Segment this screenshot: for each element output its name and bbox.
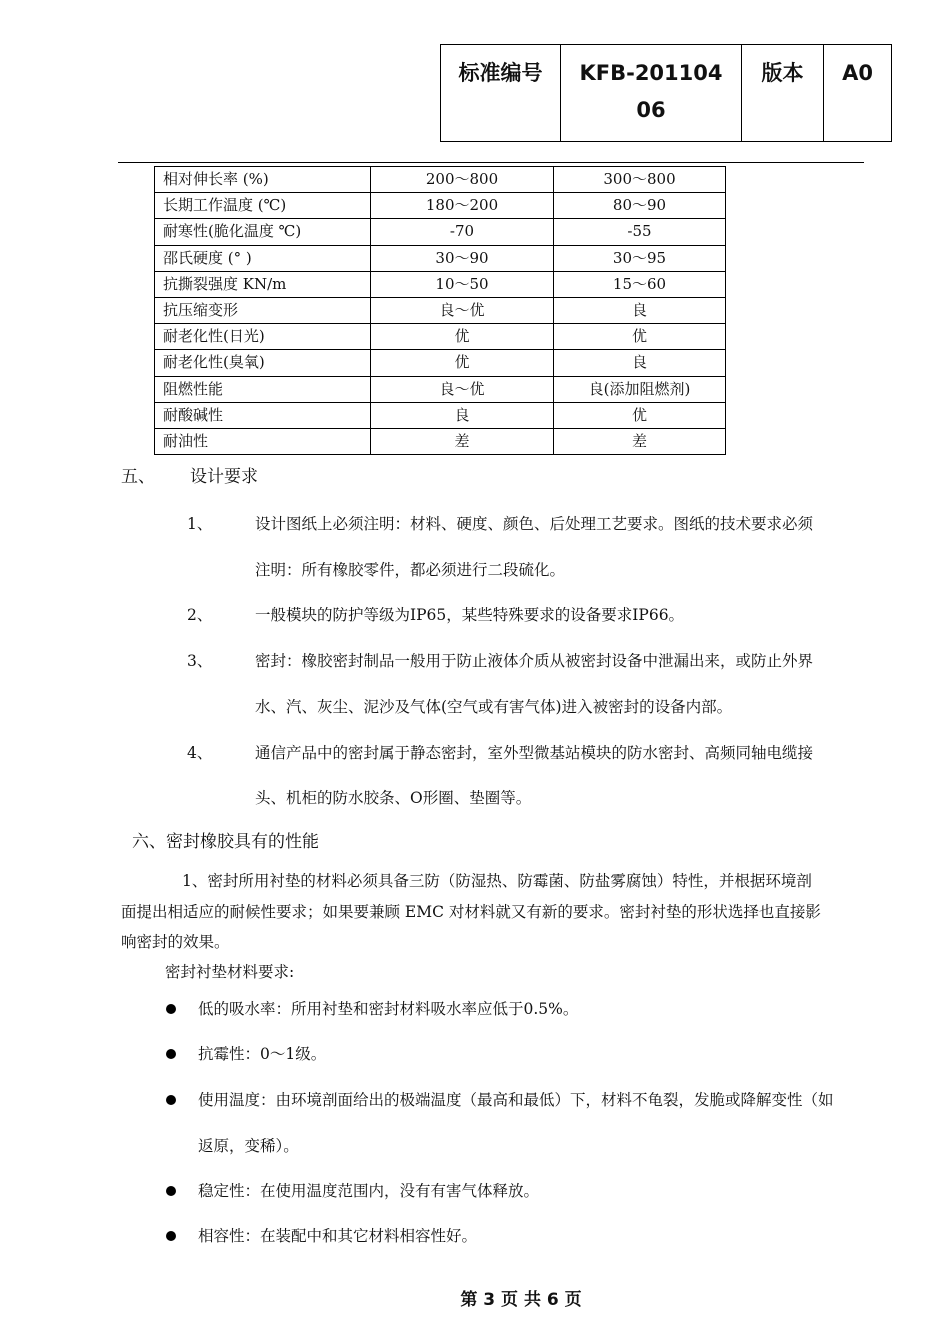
s5-item3-line1: 密封：橡胶密封制品一般用于防止液体介质从被密封设备中泄漏出来，或防止外界 [255, 652, 814, 670]
value-a-cell: 良～优 [371, 297, 554, 323]
property-name-cell: 相对伸长率 (%) [155, 167, 371, 193]
property-name-cell: 耐油性 [155, 428, 371, 454]
s6-para-line1: 1、密封所用衬垫的材料必须具备三防（防湿热、防霉菌、防盐雾腐蚀）特性，并根据环境剖 [182, 872, 812, 890]
s5-item1-line1: 设计图纸上必须注明：材料、硬度、颜色、后处理工艺要求。图纸的技术要求必须 [255, 515, 814, 533]
standard-number-label: 标准编号 [441, 45, 561, 141]
property-name-cell: 抗撕裂强度 KN/m [155, 271, 371, 297]
standard-number-value [561, 45, 742, 141]
section5-number: 五、 [121, 467, 155, 487]
s5-item3-num: 3、 [187, 652, 213, 670]
table-row [155, 167, 726, 193]
header-divider [118, 162, 864, 163]
value-a-cell: 200～800 [371, 167, 554, 193]
s5-item4-line2: 头、机柜的防水胶条、O形圈、垫圈等。 [255, 789, 532, 807]
s6-para-line2: 面提出相适应的耐候性要求；如果要兼顾 EMC 对材料就又有新的要求。密封衬垫的形状选择也直接影 [121, 903, 821, 921]
value-a-cell: 差 [371, 428, 554, 454]
property-name-cell: 耐酸碱性 [155, 402, 371, 428]
property-name-cell: 邵氏硬度 (° ) [155, 245, 371, 271]
table-row [155, 350, 726, 376]
s5-item2-line1: 一般模块的防护等级为IP65，某些特殊要求的设备要求IP66。 [255, 606, 685, 624]
value-a-cell: -70 [371, 219, 554, 245]
req1-line1: 低的吸水率：所用衬垫和密封材料吸水率应低于0.5%。 [198, 1000, 579, 1018]
table-row [155, 297, 726, 323]
bullet-icon [166, 1231, 176, 1241]
table-row [155, 193, 726, 219]
version-value: A0 [842, 61, 873, 85]
req3-line1: 使用温度：由环境剖面给出的极端温度（最高和最低）下，材料不龟裂，发脆或降解变性（如 [198, 1091, 834, 1109]
s5-item4-line1: 通信产品中的密封属于静态密封，室外型微基站模块的防水密封、高频同轴电缆接 [255, 744, 814, 762]
section6-title: 六、密封橡胶具有的性能 [132, 832, 319, 852]
table-row [155, 271, 726, 297]
table-row [155, 402, 726, 428]
s6-para-line3: 响密封的效果。 [121, 933, 230, 951]
bullet-icon [166, 1095, 176, 1105]
value-b-cell: -55 [554, 219, 726, 245]
value-b-cell: 300～800 [554, 167, 726, 193]
value-b-cell: 优 [554, 324, 726, 350]
property-name-cell: 阻燃性能 [155, 376, 371, 402]
value-b-cell: 良 [554, 350, 726, 376]
table-row [155, 376, 726, 402]
s5-item3-line2: 水、汽、灰尘、泥沙及气体(空气或有害气体)进入被密封的设备内部。 [255, 698, 733, 716]
property-name-cell: 耐老化性(臭氧) [155, 350, 371, 376]
value-a-cell: 30～90 [371, 245, 554, 271]
version-label: 版本 [742, 45, 824, 141]
req3-line2: 返原，变稀）。 [198, 1137, 299, 1155]
s5-item4-num: 4、 [187, 744, 213, 762]
standard-number-value-line2: 06 [636, 98, 666, 122]
s5-item1-num: 1、 [187, 515, 213, 533]
value-a-cell: 180～200 [371, 193, 554, 219]
bullet-icon [166, 1049, 176, 1059]
value-b-cell: 80～90 [554, 193, 726, 219]
s5-item1-line2: 注明：所有橡胶零件，都必须进行二段硫化。 [255, 561, 566, 579]
value-b-cell: 30～95 [554, 245, 726, 271]
property-name-cell: 耐寒性(脆化温度 ℃) [155, 219, 371, 245]
value-a-cell: 10～50 [371, 271, 554, 297]
value-a-cell: 优 [371, 324, 554, 350]
section5-title: 设计要求 [190, 467, 258, 487]
s6-requirements-label: 密封衬垫材料要求: [165, 963, 295, 981]
standard-info-box [440, 44, 892, 142]
page-number: 第 3 页 共 6 页 [460, 1290, 582, 1310]
value-a-cell: 良～优 [371, 376, 554, 402]
s5-item2-num: 2、 [187, 606, 213, 624]
req2-line1: 抗霉性：0～1级。 [198, 1045, 327, 1063]
property-name-cell: 长期工作温度 (℃) [155, 193, 371, 219]
table-row [155, 245, 726, 271]
value-b-cell: 优 [554, 402, 726, 428]
value-b-cell: 良(添加阻燃剂) [554, 376, 726, 402]
value-a-cell: 优 [371, 350, 554, 376]
table-row [155, 324, 726, 350]
value-a-cell: 良 [371, 402, 554, 428]
req5-line1: 相容性：在装配中和其它材料相容性好。 [198, 1227, 478, 1245]
table-row [155, 428, 726, 454]
property-name-cell: 耐老化性(日光) [155, 324, 371, 350]
value-b-cell: 差 [554, 428, 726, 454]
value-b-cell: 良 [554, 297, 726, 323]
value-b-cell: 15～60 [554, 271, 726, 297]
rubber-properties-table [154, 166, 726, 455]
req4-line1: 稳定性：在使用温度范围内，没有有害气体释放。 [198, 1182, 540, 1200]
standard-number-value-line1: KFB-201104 [579, 61, 723, 85]
bullet-icon [166, 1004, 176, 1014]
property-name-cell: 抗压缩变形 [155, 297, 371, 323]
table-row [155, 219, 726, 245]
bullet-icon [166, 1186, 176, 1196]
